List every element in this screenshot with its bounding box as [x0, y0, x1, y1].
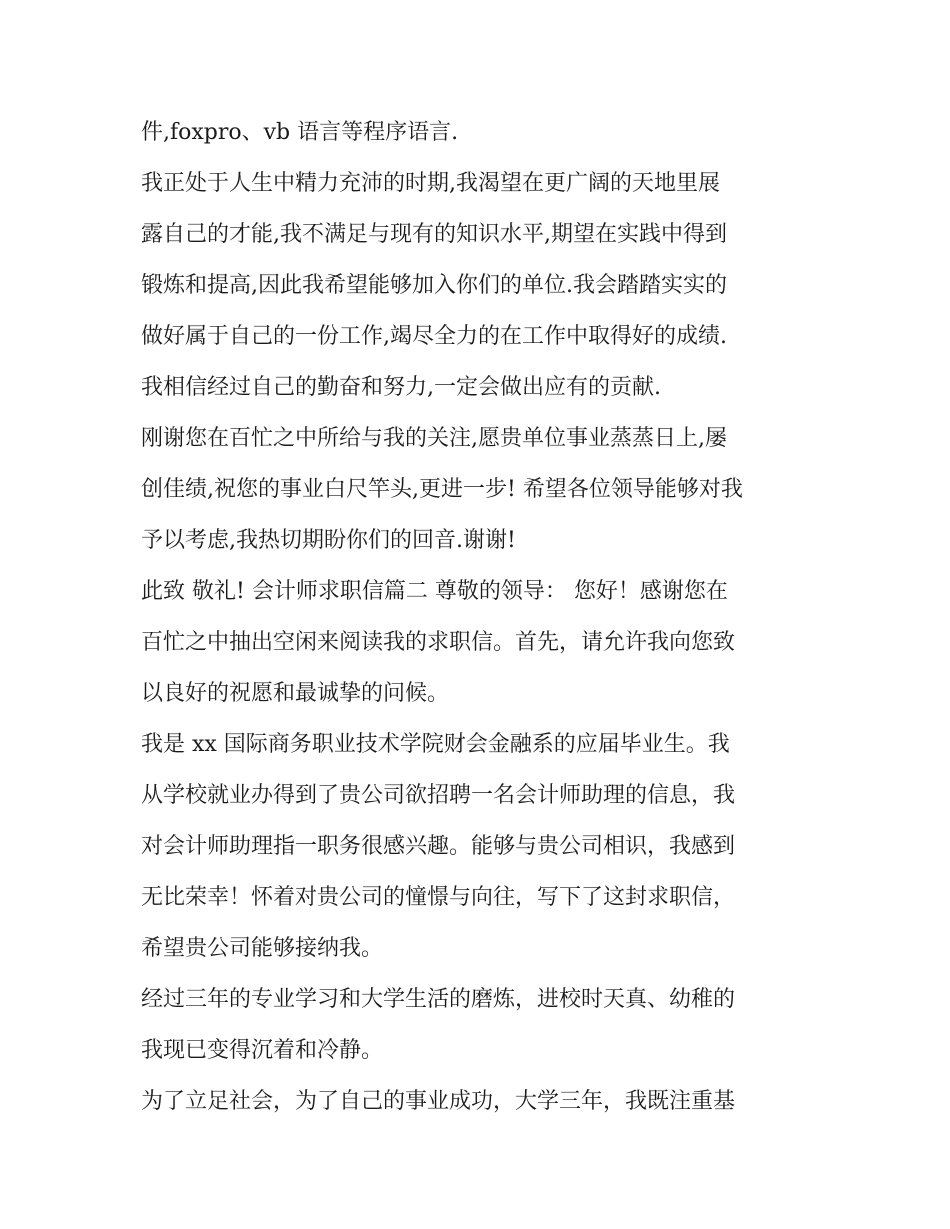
text-line: 做好属于自己的一份工作,竭尽全力的在工作中取得好的成绩.	[141, 324, 727, 349]
text-line: 创佳绩,祝您的事业白尺竿头,更进一步! 希望各位领导能够对我	[141, 477, 743, 502]
text-line: 无比荣幸！怀着对贵公司的憧憬与向往，写下了这封求职信，	[141, 885, 736, 910]
text-line: 刚谢您在百忙之中所给与我的关注,愿贵单位事业蒸蒸日上,屡	[141, 426, 727, 451]
text-line: 予以考虑,我热切期盼你们的回音.谢谢!	[141, 528, 516, 553]
text-line: 经过三年的专业学习和大学生活的磨炼，进校时天真、幼稚的	[141, 987, 736, 1012]
text-line: 从学校就业办得到了贵公司欲招聘一名会计师助理的信息，我	[141, 783, 736, 808]
text-line: 我相信经过自己的勤奋和努力,一定会做出应有的贡献.	[141, 375, 661, 400]
text-line: 我是 xx 国际商务职业技术学院财会金融系的应届毕业生。我	[141, 732, 730, 757]
text-line: 锻炼和提高,因此我希望能够加入你们的单位.我会踏踏实实的	[141, 273, 727, 298]
text-line: 为了立足社会，为了自己的事业成功，大学三年，我既注重基	[141, 1089, 736, 1114]
text-line: 此致 敬礼! 会计师求职信篇二 尊敬的领导： 您好！感谢您在	[141, 579, 728, 604]
text-line: 对会计师助理指一职务很感兴趣。能够与贵公司相识，我感到	[141, 834, 736, 859]
text-line: 百忙之中抽出空闲来阅读我的求职信。首先，请允许我向您致	[141, 630, 736, 655]
text-line: 以良好的祝愿和最诚挚的问候。	[141, 681, 450, 706]
text-line: 我现已变得沉着和冷静。	[141, 1038, 384, 1063]
text-line: 希望贵公司能够接纳我。	[141, 936, 384, 961]
text-line: 露自己的才能,我不满足与现有的知识水平,期望在实践中得到	[141, 222, 727, 247]
text-line: 件,foxpro、vb 语言等程序语言.	[141, 120, 459, 145]
text-line: 我正处于人生中精力充沛的时期,我渴望在更广阔的天地里展	[141, 171, 720, 196]
document-body	[141, 107, 821, 1127]
